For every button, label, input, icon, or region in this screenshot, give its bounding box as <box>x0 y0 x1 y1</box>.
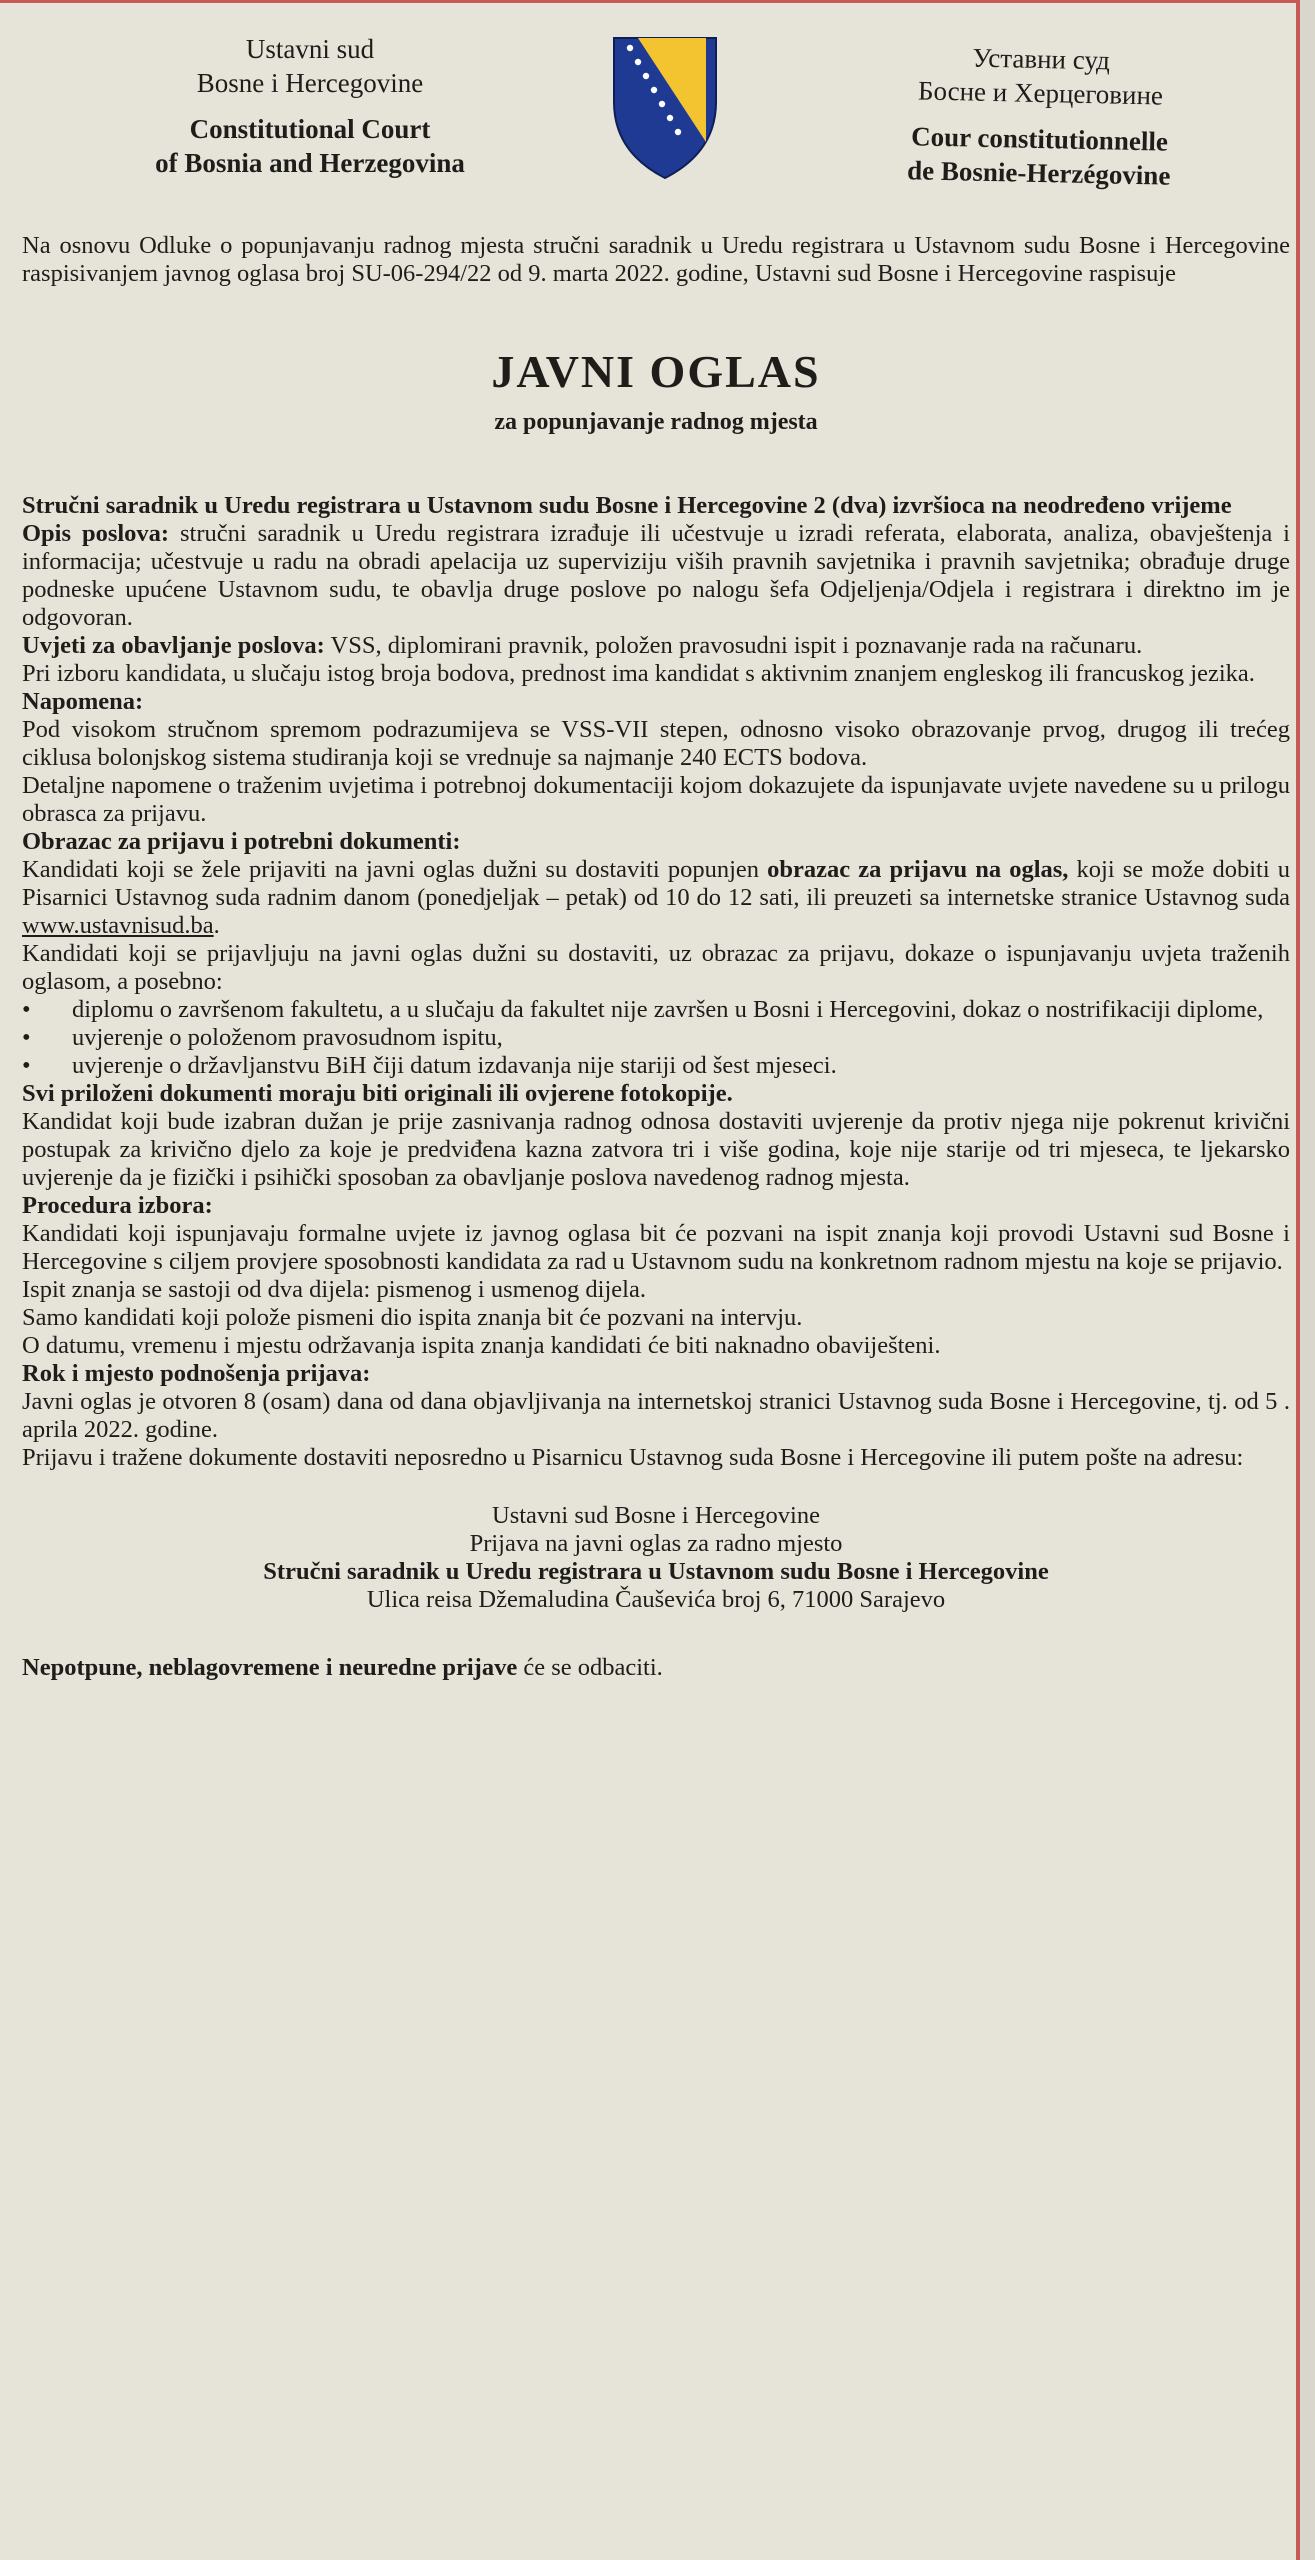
requirements-text: VSS, diplomirani pravnik, položen pravosudni ispit i poznavanje rada na računaru. <box>324 632 1143 659</box>
announcement-body <box>22 232 1290 1682</box>
list-item <box>22 996 1290 1024</box>
court-country-french: de Bosnie-Herzégovine <box>906 155 1171 191</box>
procedure-paragraph-2: Ispit znanja se sastoji od dva dijela: pismenog i usmenog dijela. <box>22 1276 646 1303</box>
procedure-label: Procedura izbora: <box>22 1192 213 1219</box>
court-name-cyrillic: Уставни суд <box>972 42 1111 76</box>
required-proofs-intro: Kandidati koji se prijavljuju na javni oglas dužni su dostaviti, uz obrazac za prijavu, dokaze o ispunjavanju uvjeta traženih oglasom, a posebno: <box>22 940 1290 995</box>
letterhead-right <box>858 38 1221 194</box>
court-website-link[interactable]: www.ustavnisud.ba <box>22 912 214 939</box>
announcement-subtitle: za popunjavanje radnog mjesta <box>494 409 818 435</box>
requirements-label: Uvjeti za obavljanje poslova: <box>22 632 325 659</box>
top-border-line <box>0 0 1300 3</box>
note-label: Napomena: <box>22 688 144 715</box>
address-line-2: Prijava na javni oglas za radno mjesto <box>469 1530 843 1557</box>
address-line-4: Ulica reisa Džemaludina Čauševića broj 6, 71000 Sarajevo <box>366 1586 946 1613</box>
job-description-label: Opis poslova: <box>22 520 170 547</box>
list-item <box>22 1024 1290 1052</box>
application-form-text-2: koji se može dobiti u Pisarnici Ustavnog suda radnim danom (ponedjeljak – petak) od 10 do 12 sati, ili preuzeti sa internetske stranice Ustavnog suda <box>22 856 1291 911</box>
note-paragraph-1: Pod visokom stručnom spremom podrazumijeva se VSS-VII stepen, odnosno visoko obrazovanje prvog, drugog ili trećeg ciklusa bolonjskog sistema studiranja koji se vrednuje sa najmanje 240 ECTS bodova. <box>22 716 1290 771</box>
intro-paragraph: Na osnovu Odluke o popunjavanju radnog mjesta stručni saradnik u Uredu registrara u Ustavnom sudu Bosne i Hercegovine raspisivanjem javnog oglasa broj SU-06-294/22 od 9. marta 2022. godine, Ustavni sud Bosne i Hercegovine raspisuje <box>22 232 1290 287</box>
closing-notice <box>22 1654 1290 1682</box>
job-description <box>22 520 1290 632</box>
announcement-title: JAVNI OGLAS <box>491 346 821 397</box>
court-letterhead <box>0 32 1300 222</box>
originals-notice: Svi priloženi dokumenti moraju biti originali ili ovjerene fotokopije. <box>22 1080 733 1107</box>
court-country-english: of Bosnia and Herzegovina <box>155 148 465 178</box>
originals-paragraph: Kandidat koji bude izabran dužan je prije zasnivanja radnog odnosa dostaviti uvjerenje da protiv njega nije pokrenut krivični postupak za krivično djelo za koje je predviđena kazna zatvora tri i više godina, koje nije starije od tri mjeseca, te ljekarsko uvjerenje da je fizički i psihički sposoban za obavljanje poslova navedenog radnog mjesta. <box>22 1108 1290 1191</box>
court-name-french: Cour constitutionnelle <box>910 121 1169 157</box>
required-documents-list <box>22 996 1290 1080</box>
application-form-label: Obrazac za prijavu i potrebni dokumenti: <box>22 828 461 855</box>
closing-notice-bold: Nepotpune, neblagovremene i neuredne prijave <box>22 1654 518 1681</box>
address-line-3: Stručni saradnik u Uredu registrara u Ustavnom sudu Bosne i Hercegovine <box>263 1558 1049 1585</box>
court-name-english: Constitutional Court <box>189 114 431 144</box>
deadline-paragraph-1: Javni oglas je otvoren 8 (osam) dana od dana objavljivanja na internetskoj stranici Ustavnog suda Bosne i Hercegovine, tj. od 5 . aprila 2022. godine. <box>22 1388 1290 1443</box>
deadline-paragraph-2: Prijavu i tražene dokumente dostaviti neposredno u Pisarnicu Ustavnog suda Bosne i Hercegovine ili putem pošte na adresu: <box>22 1444 1244 1471</box>
list-item <box>22 1052 1290 1080</box>
court-name-bosnian: Ustavni sud <box>245 34 375 64</box>
procedure-paragraph-4: O datumu, vremenu i mjestu održavanja ispita znanja kandidati će biti naknadno obaviješteni. <box>22 1332 941 1359</box>
bullet-icon: • <box>22 996 31 1023</box>
court-country-cyrillic: Босне и Херцеговине <box>917 75 1164 111</box>
court-country-bosnian: Bosne i Hercegovine <box>196 68 424 98</box>
bullet-icon: • <box>22 1052 31 1079</box>
note-paragraph-2: Detaljne napomene o traženim uvjetima i potrebnoj dokumentaciji kojom dokazujete da ispunjavate uvjete navedene su u prilogu obrasca za prijavu. <box>22 772 1290 827</box>
application-form-text-3: . <box>213 912 220 939</box>
procedure-paragraph-3: Samo kandidati koji polože pismeni dio ispita znanja bit će pozvani na intervju. <box>22 1304 803 1331</box>
list-item-text: uvjerenje o državljanstvu BiH čiji datum izdavanja nije stariji od šest mjeseci. <box>72 1052 837 1079</box>
list-item-text: diplomu o završenom fakultetu, a u slučaju da fakultet nije završen u Bosni i Hercegovini, dokaz o nostrifikaciji diplome, <box>72 996 1264 1023</box>
requirements <box>22 632 1290 660</box>
procedure-paragraph-1: Kandidati koji ispunjavaju formalne uvjete iz javnog oglasa bit će pozvani na ispit znanja koji provodi Ustavni sud Bosne i Hercegovine s ciljem provjere sposobnosti kandidata za rad u Ustavnom sudu na konkretnom radnom mjestu na koje se prijavio. <box>22 1220 1290 1275</box>
position-heading: Stručni saradnik u Uredu registrara u Ustavnom sudu Bosne i Hercegovine 2 (dva) izvršioca na neodređeno vrijeme <box>22 492 1232 519</box>
mailing-address <box>22 1502 1290 1614</box>
address-line-1: Ustavni sud Bosne i Hercegovine <box>492 1502 820 1529</box>
requirements-preference: Pri izboru kandidata, u slučaju istog broja bodova, prednost ima kandidat s aktivnim znanjem engleskog ili francuskog jezika. <box>22 660 1255 687</box>
job-description-text: stručni saradnik u Uredu registrara izrađuje ili učestvuje u izradi referata, elaborata, analiza, obavještenja i informacija; učestvuje u radu na obradi apelacija uz superviziju viših pravnih savjetnika i pravnih savjetnika; obrađuje druge podneske upućene Ustavnom sudu, te obavlja druge poslove po nalogu šefa Odjeljenja/Odjela i registrara i direktno im je odgovoran. <box>22 520 1290 631</box>
application-form-bold: obrazac za prijavu na oglas, <box>767 856 1069 883</box>
bullet-icon: • <box>22 1024 31 1051</box>
letterhead-left <box>130 32 490 180</box>
bih-coat-of-arms-icon <box>610 32 720 182</box>
deadline-label: Rok i mjesto podnošenja prijava: <box>22 1360 371 1387</box>
closing-notice-text: će se odbaciti. <box>517 1654 663 1681</box>
application-form-text-1: Kandidati koji se žele prijaviti na javni oglas dužni su dostaviti popunjen <box>22 856 768 883</box>
list-item-text: uvjerenje o položenom pravosudnom ispitu, <box>72 1024 503 1051</box>
application-form-paragraph <box>22 856 1290 940</box>
